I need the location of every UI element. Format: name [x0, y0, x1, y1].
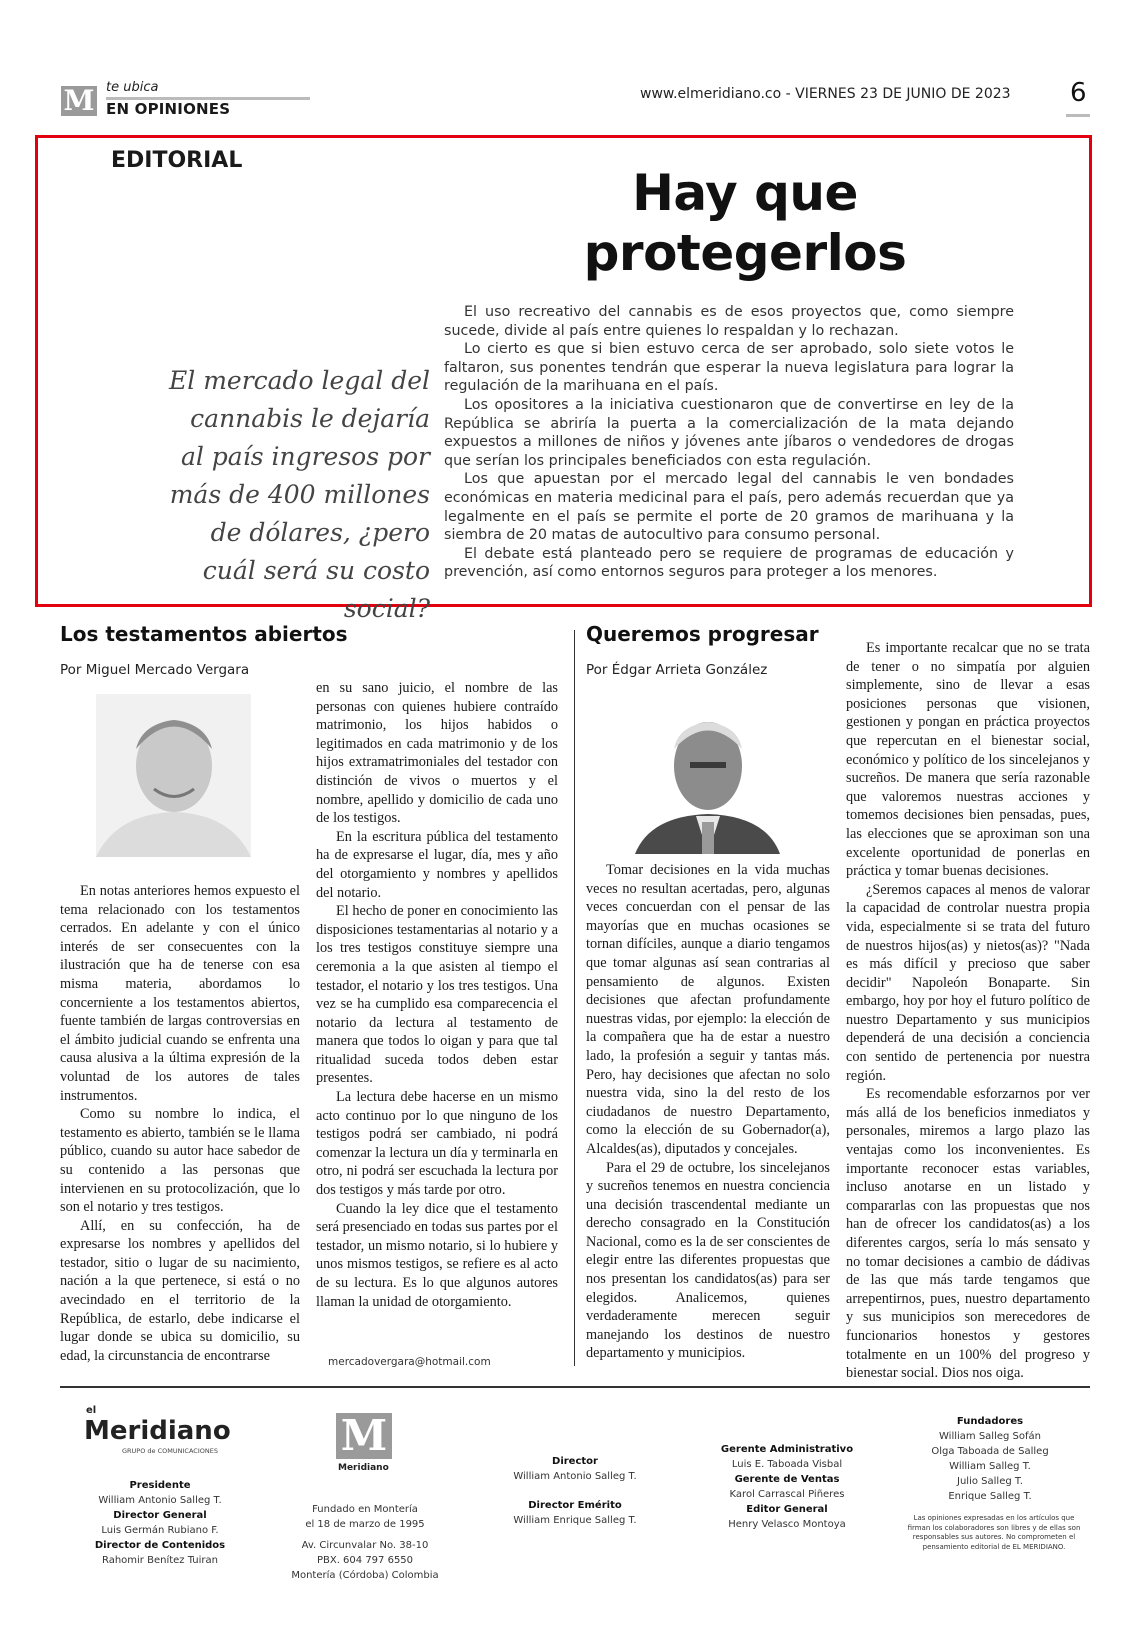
article-title[interactable]: Los testamentos abiertos	[60, 622, 348, 646]
editorial-headline	[555, 163, 935, 283]
paragraph: en su sano juicio, el nombre de las personas con quienes hubiere contraído matrimonio, los hijos habidos o legitimados en cada matrimonio y de los hijos extramatrimoniales del testador con distinción de vivos o muertos y el nombre, apellido y domicilio de cada uno de los testigos.	[316, 680, 558, 827]
column-divider	[574, 630, 575, 1366]
address-line: Av. Circunvalar No. 38-10	[301, 1540, 429, 1551]
staff-name: William Enrique Salleg T.	[513, 1515, 637, 1526]
meridiano-logo-icon: M	[336, 1413, 392, 1459]
footer-disclaimer: Las opiniones expresadas en los artículos que firman los colaboradores son libres y de ellas son responsables sus autores. No comprometen el pensamiento editorial de EL MERIDIANO.	[907, 1514, 1081, 1551]
staff-name: Rahomir Benítez Tuiran	[101, 1555, 219, 1566]
editorial-body	[444, 303, 1014, 582]
article-title[interactable]: Queremos progresar	[586, 622, 819, 646]
author-email[interactable]: mercadovergara@hotmail.com	[328, 1356, 491, 1368]
founder-name: Olga Taboada de Salleg	[931, 1446, 1049, 1457]
staff-role: Fundadores	[956, 1416, 1024, 1427]
paragraph: La lectura debe hacerse en un mismo acto continuo por lo que ninguno de los testigos podrá ser cambiado, ni podrá comenzar la lectura un día y terminarla en otro, ni podrá ser escuchada la lectura por dos testigos y más tarde por otro.	[316, 1089, 558, 1199]
paragraph: ¿Seremos capaces al menos de valorar la capacidad de controlar nuestra propia vida, especialmente si se trata del futuro de nuestros hijos(as) y nietos(as)? "Nada es más difícil y precioso que saber decidir" Napoleón Bonaparte. Sin embargo, hoy por hoy el futuro político de nuestro Departamento y sus municipios dependerá de una decisión a conciencia con sentido de pertenencia por nuestra región.	[846, 881, 1090, 1084]
author-photo	[96, 694, 251, 857]
staff-role: Editor General	[746, 1504, 828, 1515]
article-column	[60, 882, 300, 1365]
staff-role: Director General	[113, 1510, 207, 1521]
footer-logo[interactable]: Meridiano	[84, 1416, 231, 1446]
address-line: PBX. 604 797 6550	[316, 1555, 414, 1566]
founding-line: el 18 de marzo de 1995	[305, 1519, 425, 1530]
footer-logo-el: el	[86, 1405, 97, 1416]
staff-name: William Antonio Salleg T.	[98, 1495, 222, 1506]
founder-name: Julio Salleg T.	[957, 1476, 1023, 1487]
header-kicker: te ubica	[106, 80, 159, 95]
staff-role: Gerente Administrativo	[720, 1444, 854, 1455]
paragraph: Los opositores a la iniciativa cuestionaron que de convertirse en ley de la República se abriría la puerta a la comercialización de la mata dejando expuestos a millones de niños y jóvenes ante jíbaros o vendedores de drogas que serían los principales beneficiados con esta regulación.	[444, 396, 1014, 469]
paragraph: El hecho de poner en conocimiento las disposiciones testamentarias al notario y a los tres testigos constituye siempre una ceremonia a la que asisten al tiempo el testador, el notario y los tres testigos. Una vez se ha cumplido esa comparecencia el notario da lectura al testamento de manera que todos lo oigan y para que tal ritualidad suceda todos deben estar presentes.	[316, 903, 558, 1087]
paragraph: En la escritura pública del testamento ha de expresarse el lugar, día, mes y año del otorgamiento y nombres y apellidos del notario.	[316, 828, 558, 901]
headline-line: Hay que	[632, 164, 858, 222]
editorial-label: EDITORIAL	[111, 148, 243, 173]
footer-founders-block	[915, 1414, 1065, 1504]
footer-rule	[60, 1386, 1090, 1388]
paragraph: Los que apuestan por el mercado legal del cannabis le ven bondades económicas en materia medicinal para el país, pero además recuerdan que ya legalmente en el país se permite el porte de 20 gramos de marihuana y la siembra de 20 matas de autocultivo para consumo personal.	[444, 471, 1014, 544]
article-column	[586, 861, 830, 1363]
staff-role: Director	[552, 1456, 598, 1467]
footer-staff-block	[80, 1478, 240, 1568]
staff-role: Presidente	[129, 1480, 191, 1491]
founder-name: William Salleg T.	[949, 1461, 1031, 1472]
staff-name: Luis E. Taboada Visbal	[731, 1459, 843, 1470]
paragraph: Como su nombre lo indica, el testamento es abierto, también se le llama público, cuando su autor hace sabedor de su contenido a las personas que intervienen en su protocolización, que lo son el notario y tres testigos.	[60, 1106, 300, 1216]
page-number-rule	[1066, 114, 1090, 117]
article-byline: Por Édgar Arrieta González	[586, 662, 768, 678]
address-line: Montería (Córdoba) Colombia	[291, 1570, 439, 1581]
staff-name: Karol Carrascal Piñeres	[729, 1489, 845, 1500]
staff-name: Luis Germán Rubiano F.	[101, 1525, 219, 1536]
paragraph: Es recomendable esforzarnos por ver más allá de los beneficios inmediatos y personales, miremos a largo plazo las ventajas como los inconvenientes. Es importante reconocer estas variables, incluso anotarse en un listado y compararlas con las propuestas que nos han de ofrecer los candidatos(as) a los diferentes cargos, sería lo más sensato y no tomar decisiones a cambio de dádivas de las que más tarde tengamos que arrepentirnos, pues, nuestro departamento y sus municipios son merecedores de funcionarios honestos y gestores totalmente en un 100% del progreso y bienestar social. Dios nos oiga.	[846, 1086, 1090, 1382]
staff-role: Gerente de Ventas	[734, 1474, 840, 1485]
footer-managers-block	[712, 1442, 862, 1532]
article-byline: Por Miguel Mercado Vergara	[60, 662, 250, 678]
staff-name: William Antonio Salleg T.	[513, 1471, 637, 1482]
paragraph: Tomar decisiones en la vida muchas veces no resultan acertadas, pero, algunas veces concuerdan con el pensar de las mayorías que en muchas ocasiones se tornan difíciles, aunque a diario tengamos que tomar algunas así sean contrarias al pensamiento de algunos. Existen decisiones que afectan profundamente nuestras vidas, por ejemplo: la elección de la compañera que ha de estar a nuestro lado, la profesión a seguir y tantas más. Pero, hay decisiones que afectan no solo nuestra vida, sino la del resto de los ciudadanos de nuestro Departamento, como la elección de su Gobernador(a), Alcaldes(as), diputados y concejales.	[586, 862, 830, 1157]
founder-name: Enrique Salleg T.	[948, 1491, 1032, 1502]
staff-name: Henry Velasco Montoya	[728, 1519, 846, 1530]
founding-line: Fundado en Montería	[312, 1504, 418, 1515]
article-column	[846, 639, 1090, 1383]
headline-line: protegerlos	[583, 224, 907, 282]
page-number: 6	[1070, 78, 1087, 108]
editorial-pullquote: El mercado legal del cannabis le dejaría al país ingresos por más de 400 millones de dólares, ¿pero cuál será su costo social?	[169, 366, 430, 623]
header-section[interactable]: EN OPINIONES	[106, 100, 231, 118]
staff-role: Director de Contenidos	[94, 1540, 226, 1551]
footer-mark-word: Meridiano	[338, 1463, 389, 1473]
header-date-line: www.elmeridiano.co - VIERNES 23 DE JUNIO DE 2023	[640, 86, 1011, 102]
footer-logo-subtitle: GRUPO de COMUNICACIONES	[122, 1447, 218, 1455]
footer-directors-block	[505, 1454, 645, 1528]
paragraph: Para el 29 de octubre, los sincelejanos y sucreños tenemos en nuestra conciencia una decisión trascendental mediante un derecho consagrado en la Constitución Nacional, como es la de ser conscientes de elegir entre las diferentes propuestas que nos presentan los candidatos(as) para ser elegidos. Analicemos, quienes verdaderamente merecen seguir manejando los destinos de nuestro departamento y municipios.	[586, 1159, 830, 1362]
paragraph: En notas anteriores hemos expuesto el tema relacionado con los testamentos cerrados. En adelante y con el único interés de ser consecuentes con la ilustración que ha de tenerse con esa misma materia, abordamos lo concerniente a los testamentos abiertos, fuente también de largas controversias en el ámbito judicial cuando se enfrenta una causa alusiva a la última expresión de la voluntad de los autores de tales instrumentos.	[60, 883, 300, 1104]
staff-role: Director Emérito	[528, 1500, 622, 1511]
paragraph: Lo cierto es que si bien estuvo cerca de ser aprobado, solo siete votos le faltaron, sus ponentes tendrán que esperar la nueva legislatura para lograr la regulación de la marihuana en el país.	[444, 341, 1014, 395]
footer-founding-block	[290, 1502, 440, 1583]
header-logo-icon[interactable]: M	[61, 86, 97, 116]
paragraph: Allí, en su confección, ha de expresarse los nombres y apellidos del testador, sitio o lugar de su nacimiento, nación a la que pertenece, si está o no avecindado en el territorio de la República, de estarlo, debe indicarse el lugar donde se ubica su domicilio, su edad, la circunstancia de encontrarse	[60, 1217, 300, 1364]
paragraph: Es importante recalcar que no se trata de tener o no simpatía por alguien simplemente, sino de llevar a esas posiciones personas que visionen, gestionen y pongan en práctica proyectos que repercutan en el bienestar social, económico y político de los sincelejanos y sucreños. De manera que sería razonable que valoremos nuestras acciones y tomemos decisiones bien pensadas, pues, las elecciones que se aproximan son una excelente oportunidad de ponerlas en práctica y tomar buenas decisiones.	[846, 640, 1090, 880]
paragraph: El debate está planteado pero se requiere de programas de educación y prevención, así como entornos seguros para proteger a los menores.	[444, 545, 1014, 581]
founder-name: William Salleg Sofán	[939, 1431, 1041, 1442]
paragraph: El uso recreativo del cannabis es de esos proyectos que, como siempre sucede, divide al país entre quienes lo respaldan y lo rechazan.	[444, 304, 1014, 339]
paragraph: Cuando la ley dice que el testamento será presenciado en todas sus partes por el testador, un mismo notario, si lo hubiere y unos mismos testigos, se refiere es al acto de su lectura. Es lo que algunos autores llaman la unidad de otorgamiento.	[316, 1200, 558, 1310]
article-column	[316, 679, 558, 1311]
author-photo	[630, 704, 785, 854]
